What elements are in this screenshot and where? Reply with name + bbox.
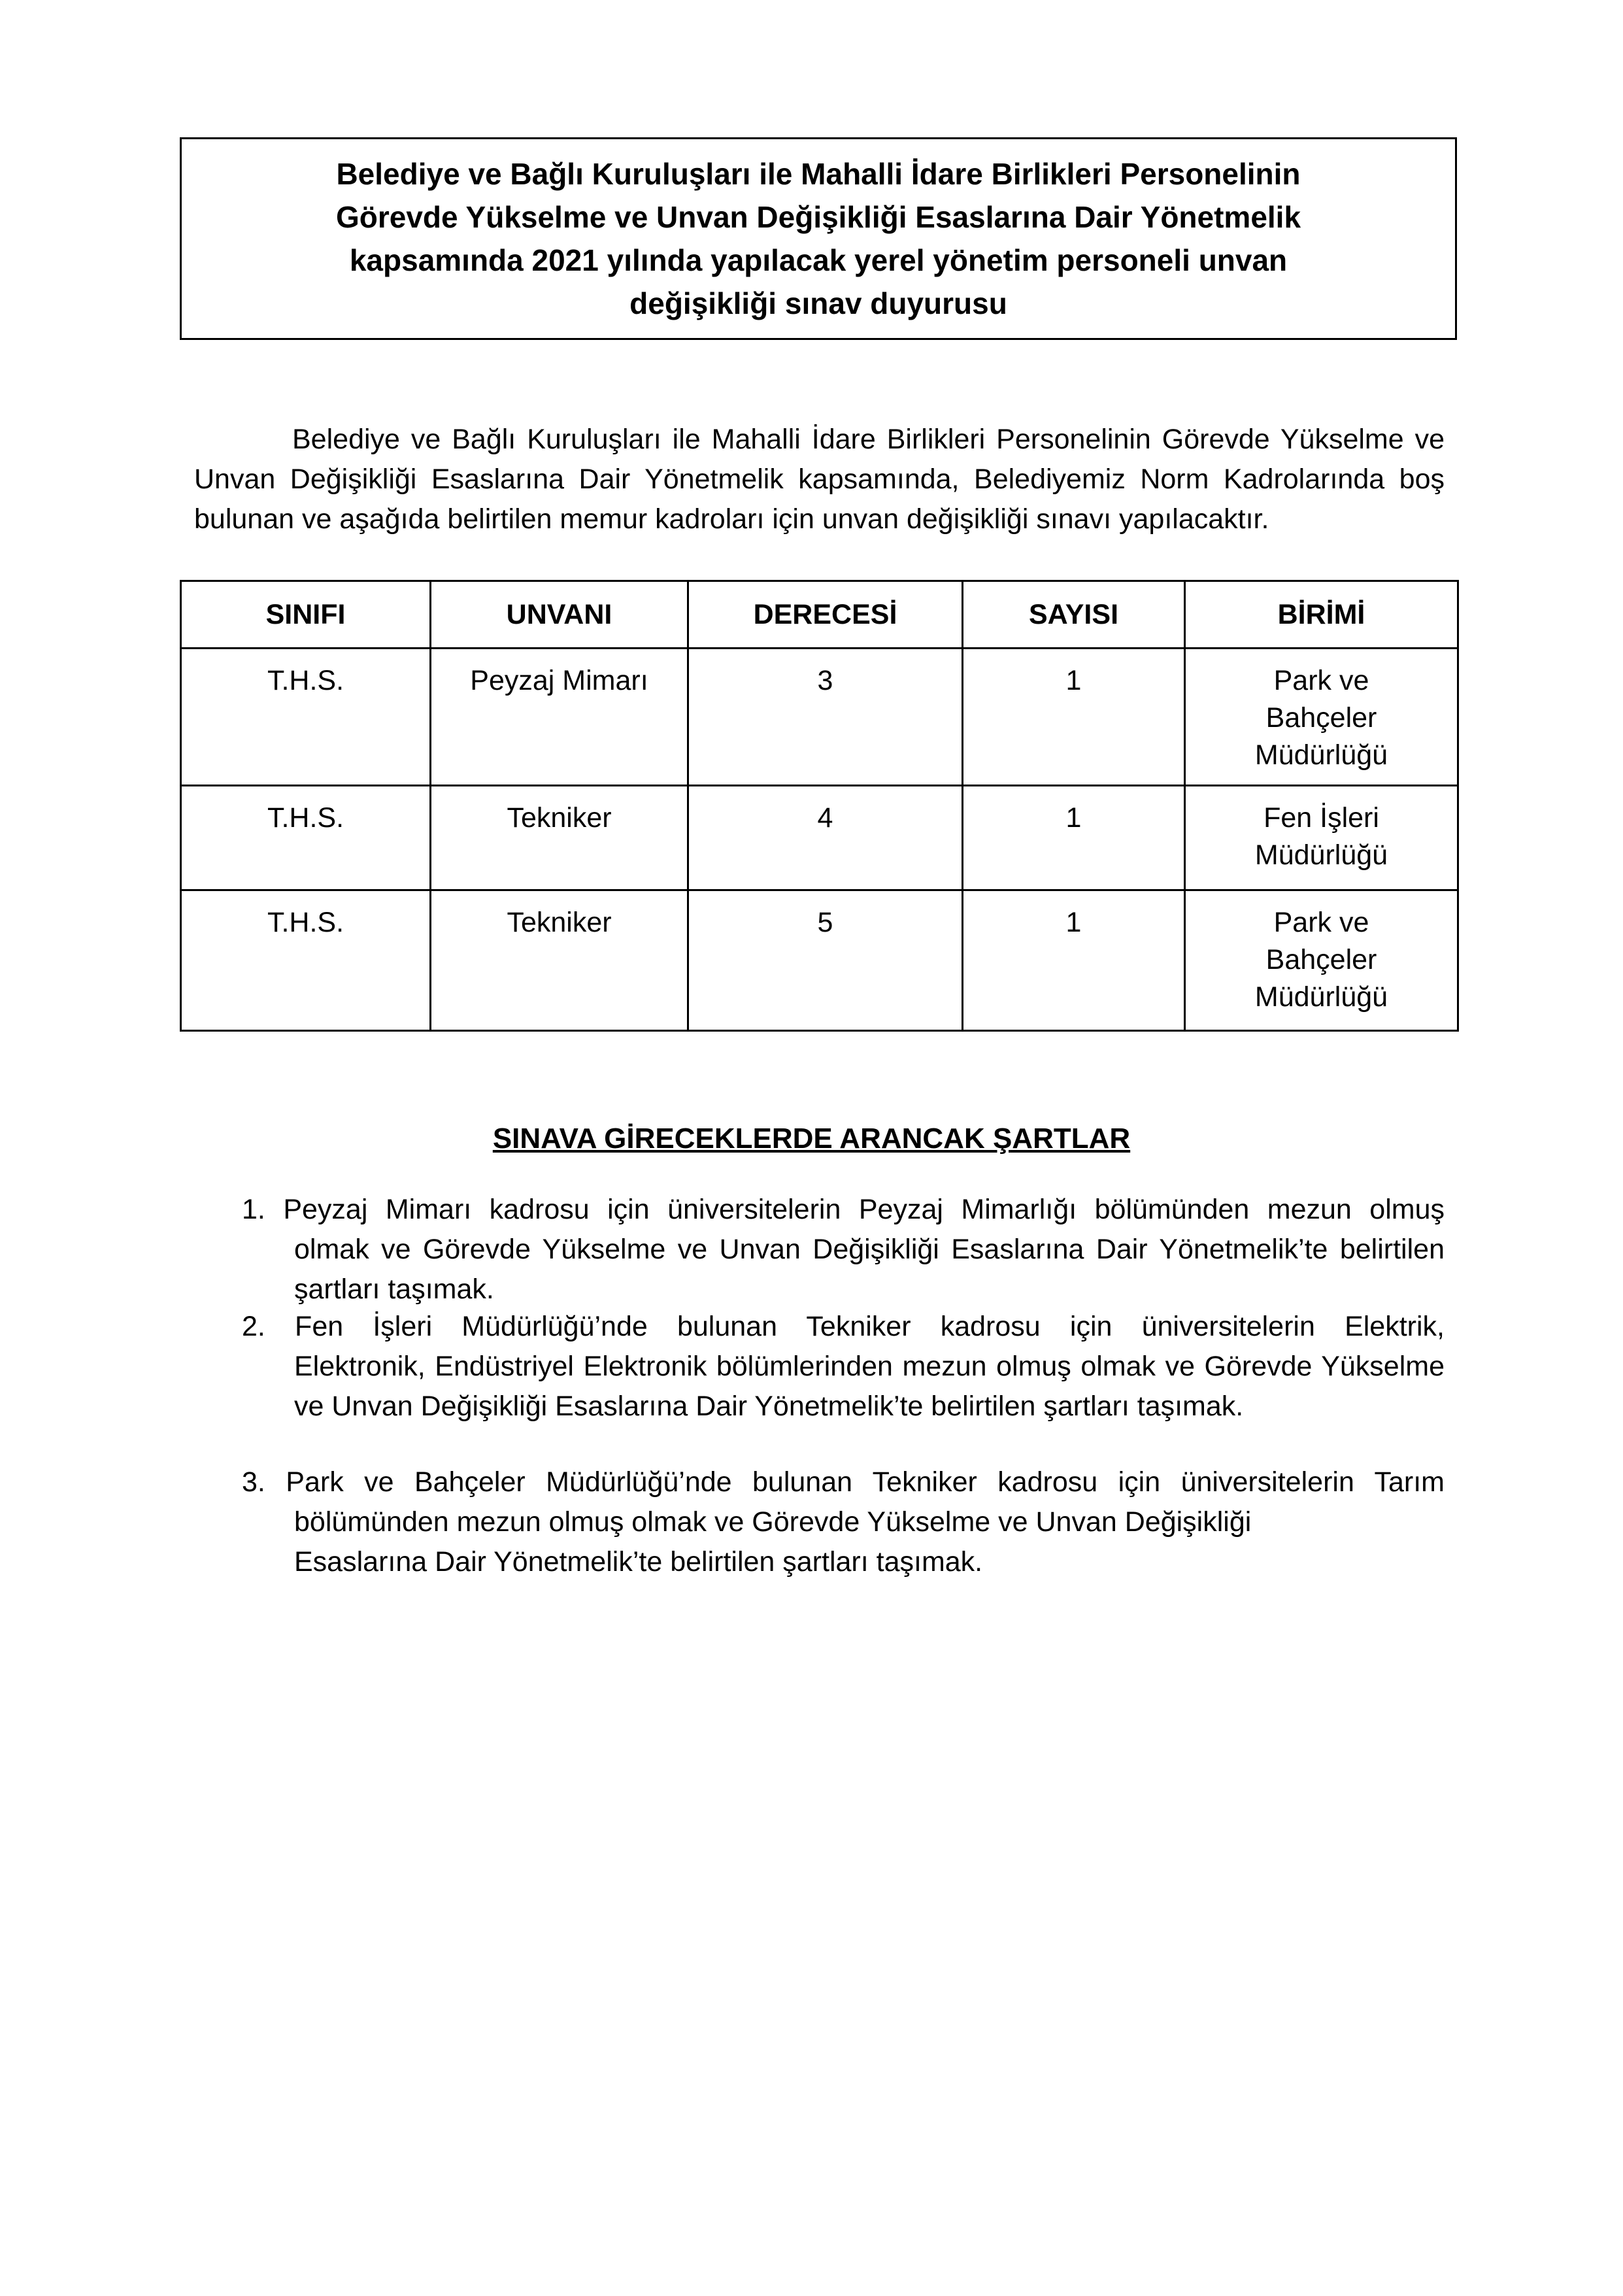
requirement-continuation: bölümünden mezun olmuş olmak ve Görevde Yükselme ve Unvan Değişikliği	[294, 1506, 1252, 1538]
requirement-item-2	[242, 1307, 1445, 1427]
birimi-line: Bahçeler	[1265, 944, 1377, 975]
birimi-line: Park ve	[1273, 907, 1369, 938]
cell-birimi	[1185, 890, 1458, 1031]
cell-sayisi: 1	[963, 649, 1185, 786]
intro-paragraph: Belediye ve Bağlı Kuruluşları ile Mahalli İdare Birlikleri Personelinin Görevde Yükselme ve Unvan Değişikliği Esaslarına Dair Yönetmelik kapsamında, Belediyemiz Norm Kadrolarında boş bulunan ve aşağıda belirtilen memur kadroları için unvan değişikliği sınavı yapılacaktır.	[194, 424, 1445, 535]
cell-unvani: Tekniker	[431, 786, 688, 890]
vacant-positions-table	[180, 580, 1459, 1032]
header-sinifi: SINIFI	[181, 581, 431, 649]
cell-sinifi: T.H.S.	[181, 890, 431, 1031]
cell-sayisi: 1	[963, 786, 1185, 890]
cell-derecesi: 3	[688, 649, 963, 786]
requirement-item-3	[242, 1462, 1445, 1582]
cell-sinifi: T.H.S.	[181, 786, 431, 890]
requirement-first-line: 2. Fen İşleri Müdürlüğü’nde bulunan Tekniker kadrosu için üniversitelerin Elektrik,	[242, 1311, 1445, 1342]
cell-birimi	[1185, 649, 1458, 786]
cell-sayisi: 1	[963, 890, 1185, 1031]
birimi-line: Müdürlüğü	[1254, 839, 1388, 871]
requirement-first-line: 3. Park ve Bahçeler Müdürlüğü’nde bulunan Tekniker kadrosu için üniversitelerin Tarım	[242, 1466, 1445, 1498]
cell-unvani: Tekniker	[431, 890, 688, 1031]
birimi-line: Fen İşleri	[1263, 802, 1379, 834]
title-line-3: kapsamında 2021 yılında yapılacak yerel yönetim personeli unvan	[349, 243, 1288, 277]
table-row	[181, 890, 1458, 1031]
cell-birimi	[1185, 786, 1458, 890]
requirement-continuation: Elektronik, Endüstriyel Elektronik bölümlerinden mezun olmuş olmak ve Görevde Yükselme ve Unvan Değişikliği Esaslarına Dair Yönetmelik’te belirtilen şartları taşımak.	[294, 1351, 1445, 1422]
title-line-4: değişikliği sınav duyurusu	[629, 286, 1007, 320]
requirement-continuation: Esaslarına Dair Yönetmelik’te belirtilen şartları taşımak.	[294, 1546, 983, 1578]
cell-derecesi: 5	[688, 890, 963, 1031]
table-row	[181, 649, 1458, 786]
requirement-item-1	[242, 1190, 1445, 1309]
title-line-1: Belediye ve Bağlı Kuruluşları ile Mahalli İdare Birlikleri Personelinin	[336, 157, 1301, 191]
header-unvani: UNVANI	[431, 581, 688, 649]
birimi-line: Bahçeler	[1265, 702, 1377, 734]
header-derecesi: DERECESİ	[688, 581, 963, 649]
birimi-line: Müdürlüğü	[1254, 981, 1388, 1013]
requirement-first-line: 1. Peyzaj Mimarı kadrosu için üniversitelerin Peyzaj Mimarlığı bölümünden mezun olmuş	[242, 1194, 1445, 1225]
table-header-row	[181, 581, 1458, 649]
birimi-line: Park ve	[1273, 665, 1369, 696]
birimi-line: Müdürlüğü	[1254, 739, 1388, 771]
header-birimi: BİRİMİ	[1185, 581, 1458, 649]
header-sayisi: SAYISI	[963, 581, 1185, 649]
table-row	[181, 786, 1458, 890]
requirement-continuation: olmak ve Görevde Yükselme ve Unvan Değişikliği Esaslarına Dair Yönetmelik’te belirtilen şartları taşımak.	[294, 1234, 1445, 1305]
cell-derecesi: 4	[688, 786, 963, 890]
cell-sinifi: T.H.S.	[181, 649, 431, 786]
cell-unvani: Peyzaj Mimarı	[431, 649, 688, 786]
requirements-title: SINAVA GİRECEKLERDE ARANCAK ŞARTLAR	[492, 1123, 1131, 1155]
title-line-2: Görevde Yükselme ve Unvan Değişikliği Esaslarına Dair Yönetmelik	[335, 200, 1301, 234]
announcement-title-box	[180, 137, 1457, 340]
